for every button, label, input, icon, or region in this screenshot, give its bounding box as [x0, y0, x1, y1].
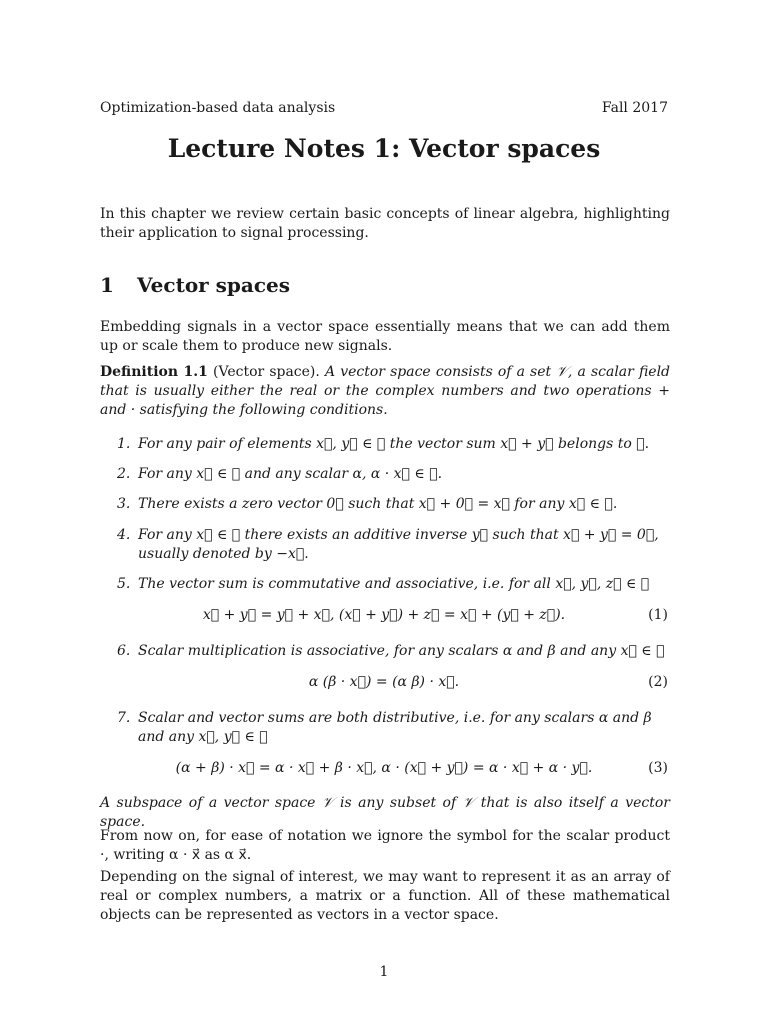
equation-number: (2) — [648, 674, 668, 690]
condition-text: For any pair of elements x⃗, y⃗ ∈ 𝒱 the vector sum x⃗ + y⃗ belongs to 𝒱. — [138, 436, 650, 452]
condition-text: For any x⃗ ∈ 𝒱 and any scalar α, α · x⃗ ∈ 𝒱. — [138, 466, 443, 482]
condition-number: 4. — [117, 527, 131, 543]
page-title: Lecture Notes 1: Vector spaces — [167, 134, 601, 163]
condition-number: 3. — [117, 496, 131, 512]
representation-paragraph: Depending on the signal of interest, we may want to represent it as an array of real or complex numbers, a matrix or a function. All of these mathematical objects can be represented as vectors in a vector space. — [100, 869, 670, 923]
condition-number: 5. — [117, 576, 131, 592]
equation-number: (3) — [648, 760, 668, 776]
definition-name: (Vector space). — [213, 364, 320, 380]
condition-text: Scalar multiplication is associative, for any scalars α and β and any x⃗ ∈ 𝒱 — [138, 643, 665, 659]
header-course: Optimization-based data analysis — [100, 100, 336, 116]
condition-number: 2. — [117, 466, 131, 482]
equation: α (β · x⃗) = (α β) · x⃗. — [308, 674, 460, 690]
equation: (α + β) · x⃗ = α · x⃗ + β · x⃗, α · (x⃗ + y⃗) = α · x⃗ + α · y⃗. — [175, 760, 593, 776]
condition-number: 7. — [117, 710, 131, 726]
intro-paragraph: In this chapter we review certain basic concepts of linear algebra, highlighting their application to signal processing. — [100, 206, 670, 241]
equation: x⃗ + y⃗ = y⃗ + x⃗, (x⃗ + y⃗) + z⃗ = x⃗ + (y⃗ + z⃗). — [202, 607, 566, 623]
condition-text: For any x⃗ ∈ 𝒱 there exists an additive inverse y⃗ such that x⃗ + y⃗ = 0⃗, usually denoted by −x⃗. — [138, 527, 659, 562]
condition-number: 1. — [117, 436, 131, 452]
subspace-definition: A subspace of a vector space 𝒱 is any subset of 𝒱 that is also itself a vector space. — [100, 795, 670, 830]
definition-block — [100, 363, 670, 420]
section-title: Vector spaces — [137, 273, 291, 297]
header-term: Fall 2017 — [601, 100, 668, 116]
definition-text: A vector space consists of a set 𝒱, a scalar field that is usually either the real or the complex numbers and two operations + and · satisfying the following conditions. — [100, 364, 671, 418]
definition-label: Definition 1.1 — [100, 364, 208, 380]
condition-number: 6. — [117, 643, 131, 659]
page-number: 1 — [379, 964, 389, 980]
equation-number: (1) — [648, 607, 668, 623]
condition-text: The vector sum is commutative and associative, i.e. for all x⃗, y⃗, z⃗ ∈ 𝒱 — [138, 576, 650, 592]
condition-text: Scalar and vector sums are both distributive, i.e. for any scalars α and β and any x⃗, y⃗ ∈ 𝒱 — [138, 710, 652, 745]
section-number: 1 — [100, 273, 114, 297]
embedding-paragraph: Embedding signals in a vector space essentially means that we can add them up or scale them to produce new signals. — [100, 319, 670, 354]
condition-text: There exists a zero vector 0⃗ such that x⃗ + 0⃗ = x⃗ for any x⃗ ∈ 𝒱. — [138, 496, 618, 512]
notation-paragraph: From now on, for ease of notation we ignore the symbol for the scalar product ·, writing α · x⃗ as α x⃗. — [100, 828, 670, 863]
